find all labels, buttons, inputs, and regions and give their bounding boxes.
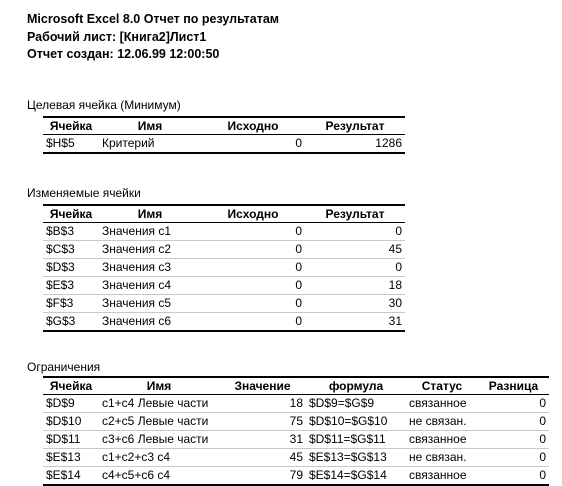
table-cell: 30 bbox=[305, 295, 405, 313]
table-cell: $D$3 bbox=[43, 259, 99, 277]
table-cell: c1+c4 Левые части bbox=[99, 395, 219, 413]
table-cell: 0 bbox=[305, 259, 405, 277]
column-header: Исходно bbox=[201, 116, 305, 135]
table-cell: 0 bbox=[201, 223, 305, 241]
table-cell: связанное bbox=[406, 431, 478, 449]
table-cell: $F$3 bbox=[43, 295, 99, 313]
table-cell: 0 bbox=[478, 467, 549, 486]
table-cell: $D$9 bbox=[43, 395, 99, 413]
changing-cells-caption: Изменяемые ячейки bbox=[27, 186, 141, 200]
table-cell: 0 bbox=[478, 413, 549, 431]
target-cell-caption: Целевая ячейка (Минимум) bbox=[27, 98, 181, 112]
table-cell: $E$3 bbox=[43, 277, 99, 295]
column-header: Ячейка bbox=[43, 376, 99, 395]
table-cell: 0 bbox=[478, 431, 549, 449]
table-cell: 45 bbox=[219, 449, 306, 467]
table-cell: 0 bbox=[201, 241, 305, 259]
table-cell: 31 bbox=[219, 431, 306, 449]
column-header: Ячейка bbox=[43, 116, 99, 135]
column-header: Ячейка bbox=[43, 204, 99, 223]
table-cell: Значения с2 bbox=[99, 241, 201, 259]
table-cell: 1286 bbox=[305, 135, 405, 154]
table-cell: 75 bbox=[219, 413, 306, 431]
table-cell: Значения с4 bbox=[99, 277, 201, 295]
column-header: Результат bbox=[305, 204, 405, 223]
table-cell: $C$3 bbox=[43, 241, 99, 259]
column-header: Статус bbox=[406, 376, 478, 395]
table-cell: $D$9=$G$9 bbox=[306, 395, 406, 413]
column-header: Исходно bbox=[201, 204, 305, 223]
table-cell: $E$13 bbox=[43, 449, 99, 467]
table-cell: связанное bbox=[406, 467, 478, 486]
report-created: Отчет создан: 12.06.99 12:00:50 bbox=[27, 47, 220, 61]
table-cell: 0 bbox=[201, 295, 305, 313]
table-cell: 45 bbox=[305, 241, 405, 259]
column-header: Разница bbox=[478, 376, 549, 395]
table-cell: связанное bbox=[406, 395, 478, 413]
table-cell: 0 bbox=[201, 313, 305, 332]
column-header: Имя bbox=[99, 204, 201, 223]
table-cell: 0 bbox=[478, 395, 549, 413]
table-cell: 0 bbox=[201, 259, 305, 277]
table-cell: не связан. bbox=[406, 413, 478, 431]
report-title: Microsoft Excel 8.0 Отчет по результатам bbox=[27, 12, 280, 26]
table-cell: 31 bbox=[305, 313, 405, 332]
table-cell: 18 bbox=[219, 395, 306, 413]
column-header: Результат bbox=[305, 116, 405, 135]
table-cell: не связан. bbox=[406, 449, 478, 467]
column-header: формула bbox=[306, 376, 406, 395]
table-cell: 0 bbox=[201, 277, 305, 295]
table-cell: $E$13=$G$13 bbox=[306, 449, 406, 467]
table-cell: $B$3 bbox=[43, 223, 99, 241]
table-cell: c1+c2+c3 c4 bbox=[99, 449, 219, 467]
table-cell: $H$5 bbox=[43, 135, 99, 154]
table-cell: 0 bbox=[201, 135, 305, 154]
table-cell: $D$10=$G$10 bbox=[306, 413, 406, 431]
column-header: Значение bbox=[219, 376, 306, 395]
table-cell: 18 bbox=[305, 277, 405, 295]
table-cell: $D$11 bbox=[43, 431, 99, 449]
table-cell: c3+c6 Левые части bbox=[99, 431, 219, 449]
table-cell: Значения с5 bbox=[99, 295, 201, 313]
table-cell: $G$3 bbox=[43, 313, 99, 332]
table-cell: c4+c5+c6 c4 bbox=[99, 467, 219, 486]
table-cell: $E$14=$G$14 bbox=[306, 467, 406, 486]
table-cell: Значения с6 bbox=[99, 313, 201, 332]
changing-cells-table bbox=[43, 204, 405, 332]
table-cell: $D$10 bbox=[43, 413, 99, 431]
table-cell: $D$11=$G$11 bbox=[306, 431, 406, 449]
table-cell: 0 bbox=[305, 223, 405, 241]
constraints-caption: Ограничения bbox=[27, 360, 101, 374]
table-cell: Критерий bbox=[99, 135, 201, 154]
report-worksheet: Рабочий лист: [Книга2]Лист1 bbox=[27, 30, 207, 44]
column-header: Имя bbox=[99, 376, 219, 395]
table-cell: Значения с3 bbox=[99, 259, 201, 277]
table-cell: c2+c5 Левые части bbox=[99, 413, 219, 431]
table-cell: $E$14 bbox=[43, 467, 99, 486]
column-header: Имя bbox=[99, 116, 201, 135]
constraints-table bbox=[43, 376, 549, 486]
table-cell: Значения с1 bbox=[99, 223, 201, 241]
target-cell-table bbox=[43, 116, 405, 154]
table-cell: 0 bbox=[478, 449, 549, 467]
table-cell: 79 bbox=[219, 467, 306, 486]
